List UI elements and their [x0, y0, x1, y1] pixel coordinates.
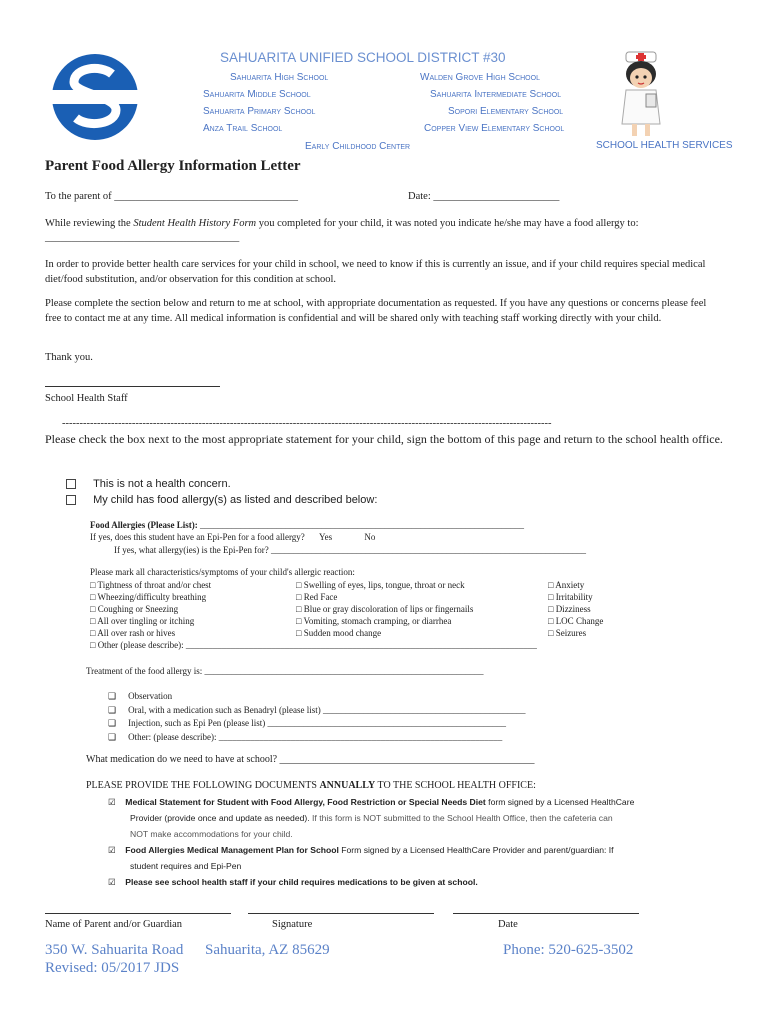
symptom-item[interactable]: □ Anxiety: [548, 580, 585, 590]
treatment-label: Other: (please describe): _______________________________________________________________: [128, 731, 503, 742]
treatment-label: Injection, such as Epi Pen (please list) _____________________________________________________: [128, 718, 507, 728]
school-health-services: SCHOOL HEALTH SERVICES: [596, 140, 733, 151]
documents-heading: [86, 780, 536, 791]
treatment-line[interactable]: Treatment of the food allergy is: ______________________________________________________________: [86, 666, 484, 676]
other-symptom-line[interactable]: □ Other (please describe): ______________________________________________________________________________: [90, 640, 537, 650]
footer-revised: Revised: 05/2017 JDS: [45, 960, 180, 976]
date-signature-line[interactable]: [453, 913, 639, 914]
mark-all-instruction: Please mark all characteristics/symptoms of your child's allergic reaction:: [90, 567, 355, 577]
parent-name-line[interactable]: [45, 913, 231, 914]
symptom-item[interactable]: □ All over rash or hives: [90, 628, 176, 638]
option-not-concern-label: This is not a health concern.: [93, 478, 231, 490]
treatment-options: [108, 690, 526, 744]
symptom-label: Vomiting, stomach cramping, or diarrhea: [303, 616, 452, 626]
doc1-line2b: If this form is NOT submitted to the School Health Office, then the cafeteria can: [309, 813, 613, 823]
school-sahuarita-middle: Sahuarita Middle School: [203, 89, 311, 100]
checkbox-icon[interactable]: ❑: [108, 719, 117, 729]
checkbox-has-allergy[interactable]: [66, 495, 76, 505]
symptom-item[interactable]: □ Seizures: [548, 628, 587, 638]
school-health-staff: School Health Staff: [45, 393, 128, 404]
doc3-title: Please see school health staff if your child requires medications to be given at school.: [125, 877, 478, 887]
reviewing-text-a: While reviewing the: [45, 218, 134, 229]
checkmark-icon: ☑: [108, 845, 116, 855]
date-line: Date: ________________________: [408, 191, 560, 202]
symptom-item[interactable]: □ Vomiting, stomach cramping, or diarrhea: [296, 616, 452, 626]
to-parent-line: To the parent of ___________________________________: [45, 191, 298, 202]
treatment-option[interactable]: [108, 717, 526, 731]
doc2-rest: Form signed by a Licensed HealthCare Provider and parent/guardian: If: [338, 845, 614, 855]
checkmark-icon: ☑: [108, 877, 116, 887]
food-allergies-field[interactable]: ________________________________________________________________________: [199, 520, 524, 530]
district-name: SAHUARITA UNIFIED SCHOOL DISTRICT #30: [220, 50, 506, 65]
student-health-history-form: Student Health History Form: [133, 218, 257, 229]
medication-line[interactable]: What medication do we need to have at school? ___________________________________________________: [86, 754, 535, 765]
treatment-label: Oral, with a medication such as Benadryl (please list) _____________________________________________: [128, 704, 526, 715]
nurse-illustration: [612, 48, 672, 140]
early-childhood-center: Early Childhood Center: [305, 141, 411, 152]
symptoms-col2: [296, 579, 473, 639]
treatment-option[interactable]: [108, 704, 526, 718]
parent-name-label: Name of Parent and/or Guardian: [45, 919, 183, 930]
divider: --------------------------------------------------------------------------------------------------------------------------------------------: [62, 418, 552, 429]
option-not-concern[interactable]: [66, 478, 231, 490]
document-item-3: [108, 874, 478, 890]
food-allergies-label: Food Allergies (Please List):: [90, 520, 200, 530]
school-walden-grove: Walden Grove High School: [420, 72, 540, 83]
symptom-label: Dizziness: [555, 604, 591, 614]
form-instruction: Please check the box next to the most appropriate statement for your child, sign the bottom of this page and return to the school health office.: [45, 432, 723, 446]
symptom-label: Red Face: [303, 592, 338, 602]
reviewing-text-b: you completed for your child, it was noted you indicate he/she may have a food allergy to:: [256, 218, 639, 229]
document-item-1: [108, 794, 728, 842]
checkbox-icon[interactable]: ❑: [108, 705, 117, 716]
symptom-item[interactable]: □ All over tingling or itching: [90, 616, 195, 626]
symptom-item[interactable]: □ Coughing or Sneezing: [90, 604, 179, 614]
symptom-label: Seizures: [555, 628, 587, 638]
documents-heading-b: TO THE SCHOOL HEALTH OFFICE:: [375, 780, 536, 791]
doc2-line2: student requires and Epi-Pen: [130, 861, 242, 871]
school-sahuarita-primary: Sahuarita Primary School: [203, 106, 316, 117]
symptom-label: Irritability: [555, 592, 593, 602]
footer-address: 350 W. Sahuarita Road: [45, 942, 184, 958]
symptom-label: Anxiety: [555, 580, 585, 590]
symptom-item[interactable]: □ Tightness of throat and/or chest: [90, 580, 212, 590]
other-symptom-label: Other (please describe): ______________________________________________________________________________: [97, 640, 537, 650]
signature-label: Signature: [272, 919, 313, 930]
staff-signature-line: [45, 386, 220, 387]
checkmark-icon: ☑: [108, 797, 116, 807]
symptom-item[interactable]: □ Blue or gray discoloration of lips or fingernails: [296, 604, 474, 614]
doc1-line2: Provider (provide once and update as needed).: [130, 813, 310, 823]
reviewing-paragraph: [45, 216, 735, 231]
symptom-item[interactable]: □ Sudden mood change: [296, 628, 382, 638]
treatment-option[interactable]: [108, 731, 526, 745]
symptom-label: Blue or gray discoloration of lips or fingernails: [303, 604, 474, 614]
epipen-allergy-line[interactable]: If yes, what allergy(ies) is the Epi-Pen for? ______________________________________________________________________: [114, 545, 587, 555]
symptom-label: Wheezing/difficulty breathing: [97, 592, 207, 602]
symptom-item[interactable]: □ LOC Change: [548, 616, 604, 626]
documents-annually: ANNUALLY: [319, 780, 376, 791]
checkbox-not-concern[interactable]: [66, 479, 76, 489]
treatment-label: Observation: [128, 691, 173, 701]
symptom-item[interactable]: □ Irritability: [548, 592, 593, 602]
school-sahuarita-intermediate: Sahuarita Intermediate School: [430, 89, 562, 100]
symptom-label: Tightness of throat and/or chest: [97, 580, 212, 590]
paragraph-complete-section: Please complete the section below and return to me at school, with appropriate documentation as requested. If you have any questions or concerns please feel free to contact me at any time. All medical information is confidential and will be shared only with teaching staff working directly with your child.: [45, 298, 707, 324]
symptom-label: All over rash or hives: [97, 628, 176, 638]
documents-heading-a: PLEASE PROVIDE THE FOLLOWING DOCUMENTS: [86, 780, 320, 791]
doc1-title: Medical Statement for Student with Food Allergy, Food Restriction or Special Needs Diet: [125, 797, 486, 807]
footer-city: Sahuarita, AZ 85629: [205, 942, 330, 958]
symptom-label: Coughing or Sneezing: [97, 604, 179, 614]
epipen-question: [90, 532, 375, 542]
option-has-allergy[interactable]: [66, 494, 377, 506]
symptom-label: Sudden mood change: [303, 628, 382, 638]
epipen-question-text: If yes, does this student have an Epi-Pen for a food allergy?: [90, 532, 305, 542]
symptoms-col1: [90, 579, 211, 639]
symptom-label: LOC Change: [555, 616, 604, 626]
date-label: Date: [498, 919, 518, 930]
doc2-title: Food Allergies Medical Management Plan for School: [125, 845, 339, 855]
doc1-rest: form signed by a Licensed HealthCare: [485, 797, 635, 807]
paragraph-health-services: In order to provide better health care services for your child in school, we need to know if this is currently an issue, and if your child requires special medical diet/food substitution, and/or observation for this condition at school.: [45, 259, 706, 285]
document-item-2: [108, 842, 614, 874]
thank-you: Thank you.: [45, 352, 93, 363]
allergy-blank: _____________________________________: [45, 232, 240, 243]
checkbox-icon[interactable]: ❑: [108, 732, 117, 743]
footer-phone: Phone: 520-625-3502: [503, 942, 634, 958]
school-copper-view: Copper View Elementary School: [424, 123, 565, 134]
signature-line[interactable]: [248, 913, 434, 914]
district-logo: [50, 52, 140, 142]
symptom-item[interactable]: □ Red Face: [296, 592, 338, 602]
school-sahuarita-high: Sahuarita High School: [230, 72, 329, 83]
symptom-item[interactable]: □ Wheezing/difficulty breathing: [90, 592, 207, 602]
doc1-line3: NOT make accommodations for your child.: [130, 829, 293, 839]
school-anza-trail: Anza Trail School: [203, 123, 283, 134]
epipen-no[interactable]: No: [364, 532, 376, 542]
symptom-label: All over tingling or itching: [97, 616, 195, 626]
symptom-item[interactable]: □ Dizziness: [548, 604, 591, 614]
checkbox-icon[interactable]: ❑: [108, 692, 117, 702]
symptoms-col3: [548, 579, 603, 639]
letter-title: Parent Food Allergy Information Letter: [45, 158, 301, 174]
epipen-yes[interactable]: Yes: [319, 532, 333, 542]
symptom-item[interactable]: □ Swelling of eyes, lips, tongue, throat or neck: [296, 580, 465, 590]
treatment-option[interactable]: [108, 690, 526, 704]
symptom-label: Swelling of eyes, lips, tongue, throat or neck: [303, 580, 465, 590]
option-has-allergy-label: My child has food allergy(s) as listed and described below:: [93, 494, 378, 506]
food-allergies-line: [90, 520, 524, 530]
school-sopori: Sopori Elementary School: [448, 106, 564, 117]
